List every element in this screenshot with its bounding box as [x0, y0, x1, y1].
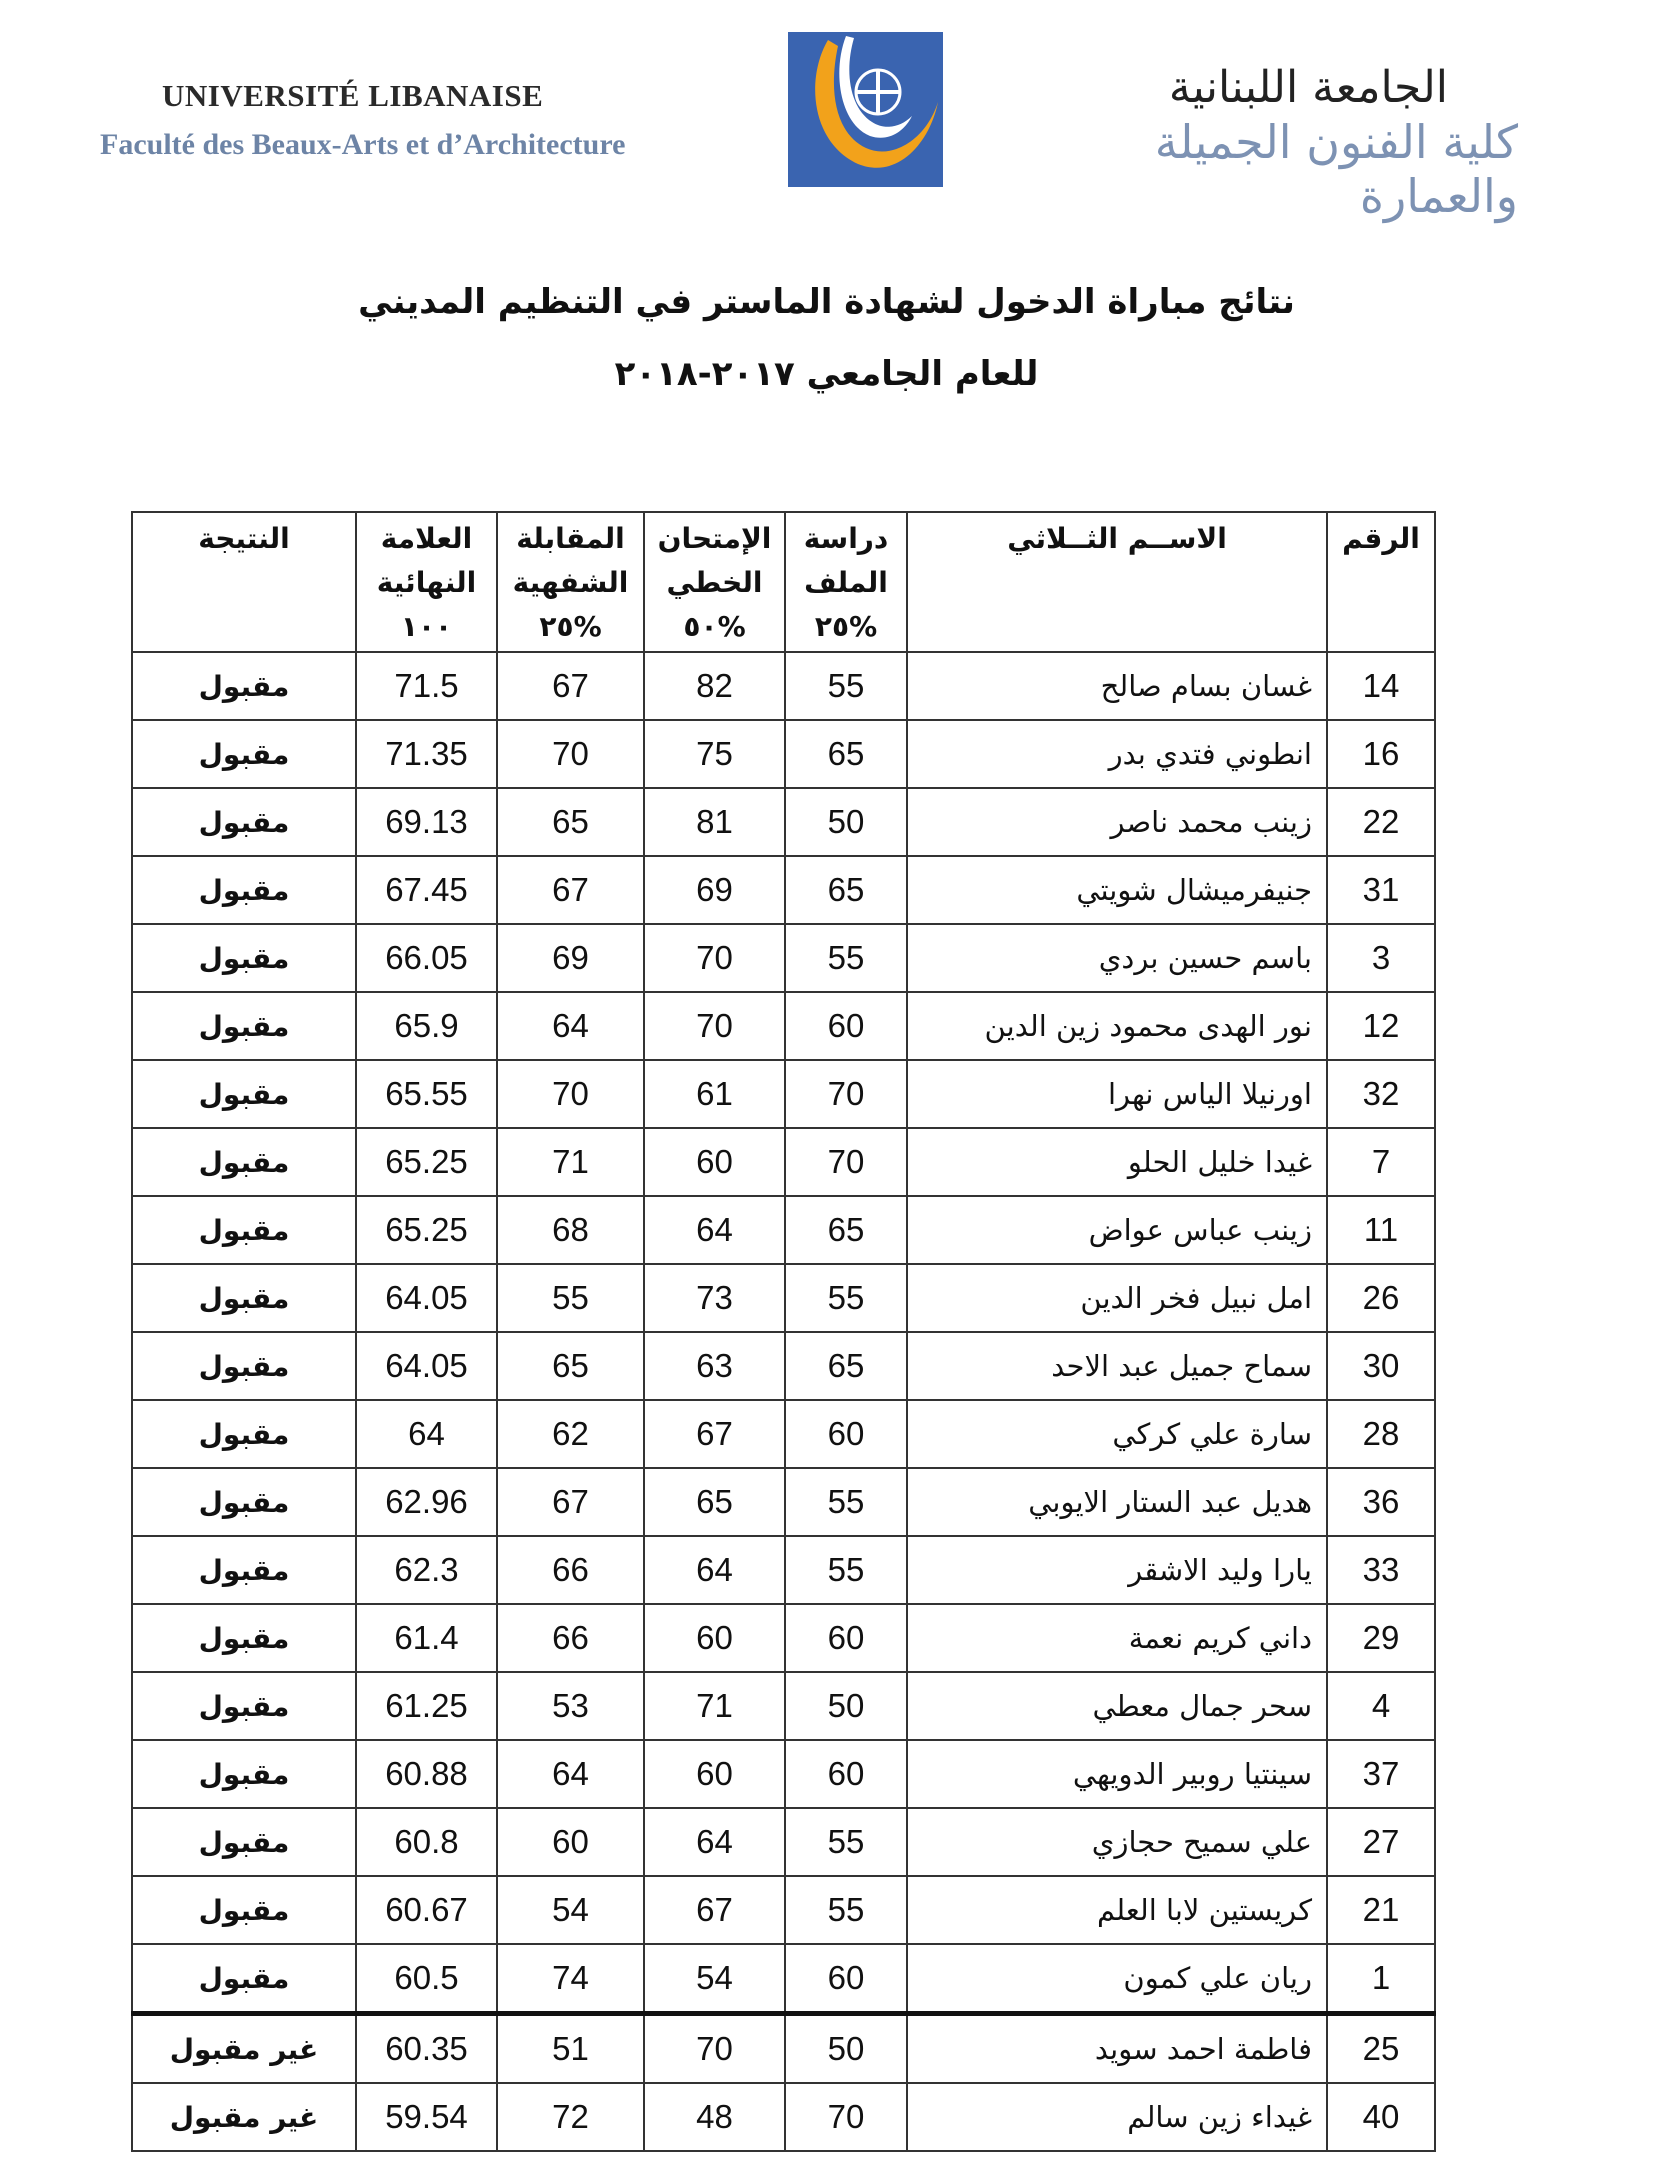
cell-number: 12	[1327, 992, 1435, 1060]
cell-written-exam: 61	[644, 1060, 785, 1128]
cell-file-study: 50	[785, 2014, 907, 2084]
table-row	[132, 1944, 1435, 2014]
cell-written-exam: 54	[644, 1944, 785, 2014]
cell-final-grade: 64.05	[356, 1332, 497, 1400]
cell-file-study: 60	[785, 992, 907, 1060]
cell-file-study: 70	[785, 1128, 907, 1196]
cell-written-exam: 70	[644, 924, 785, 992]
cell-file-study: 60	[785, 1944, 907, 2014]
header-result: النتيجة	[132, 512, 356, 652]
cell-final-grade: 61.25	[356, 1672, 497, 1740]
cell-name: غسان بسام صالح	[907, 652, 1327, 720]
cell-final-grade: 60.5	[356, 1944, 497, 2014]
header-arabic	[998, 62, 1518, 223]
table-row	[132, 1536, 1435, 1604]
table-row	[132, 1400, 1435, 1468]
cell-result: مقبول	[132, 1468, 356, 1536]
university-logo-icon	[788, 32, 943, 187]
cell-name: انطوني فتدي بدر	[907, 720, 1327, 788]
cell-oral-interview: 74	[497, 1944, 644, 2014]
cell-number: 27	[1327, 1808, 1435, 1876]
header-file-study: دراسة الملف %٢٥	[785, 512, 907, 652]
cell-file-study: 55	[785, 924, 907, 992]
cell-name: غيداء زين سالم	[907, 2083, 1327, 2151]
table-row	[132, 924, 1435, 992]
table-row	[132, 1332, 1435, 1400]
cell-name: سارة علي كركي	[907, 1400, 1327, 1468]
table-row	[132, 1468, 1435, 1536]
document-title: نتائج مباراة الدخول لشهادة الماستر في التنظيم المديني	[358, 282, 1295, 322]
cell-written-exam: 64	[644, 1196, 785, 1264]
cell-name: سماح جميل عبد الاحد	[907, 1332, 1327, 1400]
cell-written-exam: 71	[644, 1672, 785, 1740]
cell-oral-interview: 67	[497, 652, 644, 720]
cell-number: 26	[1327, 1264, 1435, 1332]
cell-file-study: 70	[785, 1060, 907, 1128]
cell-oral-interview: 64	[497, 992, 644, 1060]
table-body	[132, 652, 1435, 2151]
cell-final-grade: 59.54	[356, 2083, 497, 2151]
cell-result: مقبول	[132, 924, 356, 992]
cell-written-exam: 75	[644, 720, 785, 788]
cell-oral-interview: 66	[497, 1604, 644, 1672]
cell-oral-interview: 64	[497, 1740, 644, 1808]
cell-result: مقبول	[132, 1536, 356, 1604]
cell-final-grade: 60.67	[356, 1876, 497, 1944]
cell-number: 31	[1327, 856, 1435, 924]
cell-oral-interview: 69	[497, 924, 644, 992]
cell-name: امل نبيل فخر الدين	[907, 1264, 1327, 1332]
cell-oral-interview: 72	[497, 2083, 644, 2151]
cell-written-exam: 69	[644, 856, 785, 924]
cell-name: يارا وليد الاشقر	[907, 1536, 1327, 1604]
cell-oral-interview: 51	[497, 2014, 644, 2084]
cell-name: سحر جمال معطي	[907, 1672, 1327, 1740]
cell-written-exam: 64	[644, 1808, 785, 1876]
table-row	[132, 1060, 1435, 1128]
cell-number: 36	[1327, 1468, 1435, 1536]
cell-oral-interview: 65	[497, 788, 644, 856]
cell-file-study: 65	[785, 1332, 907, 1400]
faculty-name-fr: Faculté des Beaux-Arts et d’Architecture	[100, 128, 626, 161]
cell-oral-interview: 68	[497, 1196, 644, 1264]
cell-oral-interview: 62	[497, 1400, 644, 1468]
cell-written-exam: 60	[644, 1740, 785, 1808]
cell-result: مقبول	[132, 1196, 356, 1264]
cell-number: 33	[1327, 1536, 1435, 1604]
cell-final-grade: 62.96	[356, 1468, 497, 1536]
cell-written-exam: 70	[644, 992, 785, 1060]
cell-written-exam: 81	[644, 788, 785, 856]
cell-oral-interview: 71	[497, 1128, 644, 1196]
cell-final-grade: 64.05	[356, 1264, 497, 1332]
cell-final-grade: 65.55	[356, 1060, 497, 1128]
cell-final-grade: 65.9	[356, 992, 497, 1060]
cell-number: 40	[1327, 2083, 1435, 2151]
cell-written-exam: 63	[644, 1332, 785, 1400]
cell-oral-interview: 70	[497, 720, 644, 788]
cell-number: 21	[1327, 1876, 1435, 1944]
table-row	[132, 1672, 1435, 1740]
cell-file-study: 55	[785, 1468, 907, 1536]
cell-name: باسم حسين بردي	[907, 924, 1327, 992]
table-row	[132, 1740, 1435, 1808]
cell-number: 14	[1327, 652, 1435, 720]
cell-name: هديل عبد الستار الايوبي	[907, 1468, 1327, 1536]
table-row	[132, 652, 1435, 720]
cell-oral-interview: 70	[497, 1060, 644, 1128]
cell-written-exam: 48	[644, 2083, 785, 2151]
cell-final-grade: 71.35	[356, 720, 497, 788]
faculty-name-ar: كلية الفنون الجميلة والعمارة	[1154, 115, 1518, 223]
table-row	[132, 1264, 1435, 1332]
cell-oral-interview: 67	[497, 856, 644, 924]
table-row	[132, 1196, 1435, 1264]
cell-final-grade: 65.25	[356, 1196, 497, 1264]
cell-number: 16	[1327, 720, 1435, 788]
cell-file-study: 65	[785, 720, 907, 788]
cell-name: سينتيا روبير الدويهي	[907, 1740, 1327, 1808]
cell-oral-interview: 67	[497, 1468, 644, 1536]
table-row	[132, 1128, 1435, 1196]
cell-result: مقبول	[132, 1876, 356, 1944]
cell-result: مقبول	[132, 1060, 356, 1128]
university-name-ar: الجامعة اللبنانية	[1168, 62, 1448, 113]
cell-number: 30	[1327, 1332, 1435, 1400]
cell-final-grade: 61.4	[356, 1604, 497, 1672]
cell-number: 3	[1327, 924, 1435, 992]
table-row	[132, 2083, 1435, 2151]
cell-number: 11	[1327, 1196, 1435, 1264]
cell-written-exam: 70	[644, 2014, 785, 2084]
cell-result: مقبول	[132, 652, 356, 720]
cell-written-exam: 60	[644, 1604, 785, 1672]
table-row	[132, 1604, 1435, 1672]
cell-result: مقبول	[132, 1808, 356, 1876]
table-row	[132, 720, 1435, 788]
cell-number: 1	[1327, 1944, 1435, 2014]
cell-file-study: 70	[785, 2083, 907, 2151]
university-name-fr: UNIVERSITÉ LIBANAISE	[162, 78, 544, 113]
cell-name: ريان علي كمون	[907, 1944, 1327, 2014]
cell-written-exam: 67	[644, 1876, 785, 1944]
cell-file-study: 50	[785, 788, 907, 856]
cell-final-grade: 60.88	[356, 1740, 497, 1808]
cell-result: مقبول	[132, 1400, 356, 1468]
cell-result: مقبول	[132, 1672, 356, 1740]
cell-final-grade: 60.8	[356, 1808, 497, 1876]
cell-final-grade: 67.45	[356, 856, 497, 924]
cell-number: 4	[1327, 1672, 1435, 1740]
cell-result: غير مقبول	[132, 2083, 356, 2151]
cell-name: فاطمة احمد سويد	[907, 2014, 1327, 2084]
table-row	[132, 992, 1435, 1060]
cell-oral-interview: 66	[497, 1536, 644, 1604]
cell-result: مقبول	[132, 1264, 356, 1332]
cell-name: جنيفرميشال شويتي	[907, 856, 1327, 924]
cell-file-study: 65	[785, 1196, 907, 1264]
cell-number: 7	[1327, 1128, 1435, 1196]
cell-number: 29	[1327, 1604, 1435, 1672]
cell-final-grade: 62.3	[356, 1536, 497, 1604]
cell-oral-interview: 60	[497, 1808, 644, 1876]
cell-final-grade: 69.13	[356, 788, 497, 856]
cell-name: داني كريم نعمة	[907, 1604, 1327, 1672]
cell-file-study: 55	[785, 1876, 907, 1944]
cell-written-exam: 67	[644, 1400, 785, 1468]
cell-name: نور الهدى محمود زين الدين	[907, 992, 1327, 1060]
cell-number: 37	[1327, 1740, 1435, 1808]
cell-result: مقبول	[132, 1944, 356, 2014]
results-table	[131, 511, 1436, 2152]
cell-final-grade: 64	[356, 1400, 497, 1468]
cell-written-exam: 73	[644, 1264, 785, 1332]
cell-file-study: 65	[785, 856, 907, 924]
cell-name: كريستين لابا العلم	[907, 1876, 1327, 1944]
cell-result: مقبول	[132, 992, 356, 1060]
cell-written-exam: 65	[644, 1468, 785, 1536]
header-name: الاســم الثــلاثي	[907, 512, 1327, 652]
cell-file-study: 55	[785, 652, 907, 720]
cell-file-study: 50	[785, 1672, 907, 1740]
cell-number: 32	[1327, 1060, 1435, 1128]
cell-final-grade: 65.25	[356, 1128, 497, 1196]
cell-file-study: 55	[785, 1808, 907, 1876]
table-row	[132, 2014, 1435, 2084]
cell-result: مقبول	[132, 1332, 356, 1400]
cell-number: 25	[1327, 2014, 1435, 2084]
cell-file-study: 60	[785, 1604, 907, 1672]
header-french	[100, 78, 700, 162]
cell-name: غيدا خليل الحلو	[907, 1128, 1327, 1196]
cell-file-study: 55	[785, 1536, 907, 1604]
cell-result: مقبول	[132, 856, 356, 924]
cell-oral-interview: 54	[497, 1876, 644, 1944]
cell-written-exam: 60	[644, 1128, 785, 1196]
cell-written-exam: 64	[644, 1536, 785, 1604]
cell-oral-interview: 65	[497, 1332, 644, 1400]
cell-result: مقبول	[132, 1604, 356, 1672]
cell-name: زينب محمد ناصر	[907, 788, 1327, 856]
cell-number: 28	[1327, 1400, 1435, 1468]
cell-name: اورنيلا الياس نهرا	[907, 1060, 1327, 1128]
table-row	[132, 1876, 1435, 1944]
cell-name: علي سميح حجازي	[907, 1808, 1327, 1876]
cell-result: مقبول	[132, 1128, 356, 1196]
header-written-exam: الإمتحان الخطي %٥٠	[644, 512, 785, 652]
cell-result: مقبول	[132, 1740, 356, 1808]
table-row	[132, 856, 1435, 924]
cell-file-study: 60	[785, 1400, 907, 1468]
table-row	[132, 1808, 1435, 1876]
cell-oral-interview: 53	[497, 1672, 644, 1740]
cell-final-grade: 66.05	[356, 924, 497, 992]
cell-number: 22	[1327, 788, 1435, 856]
table-row	[132, 788, 1435, 856]
cell-result: غير مقبول	[132, 2014, 356, 2084]
document-subtitle: للعام الجامعي ٢٠١٧-٢٠١٨	[614, 354, 1039, 394]
cell-name: زينب عباس عواض	[907, 1196, 1327, 1264]
header-oral-interview: المقابلة الشفهية %٢٥	[497, 512, 644, 652]
header-number: الرقم	[1327, 512, 1435, 652]
cell-file-study: 60	[785, 1740, 907, 1808]
cell-written-exam: 82	[644, 652, 785, 720]
cell-result: مقبول	[132, 720, 356, 788]
cell-final-grade: 71.5	[356, 652, 497, 720]
header-final-grade: العلامة النهائية ١٠٠	[356, 512, 497, 652]
table-header-row	[132, 512, 1435, 652]
cell-result: مقبول	[132, 788, 356, 856]
cell-final-grade: 60.35	[356, 2014, 497, 2084]
cell-file-study: 55	[785, 1264, 907, 1332]
cell-oral-interview: 55	[497, 1264, 644, 1332]
